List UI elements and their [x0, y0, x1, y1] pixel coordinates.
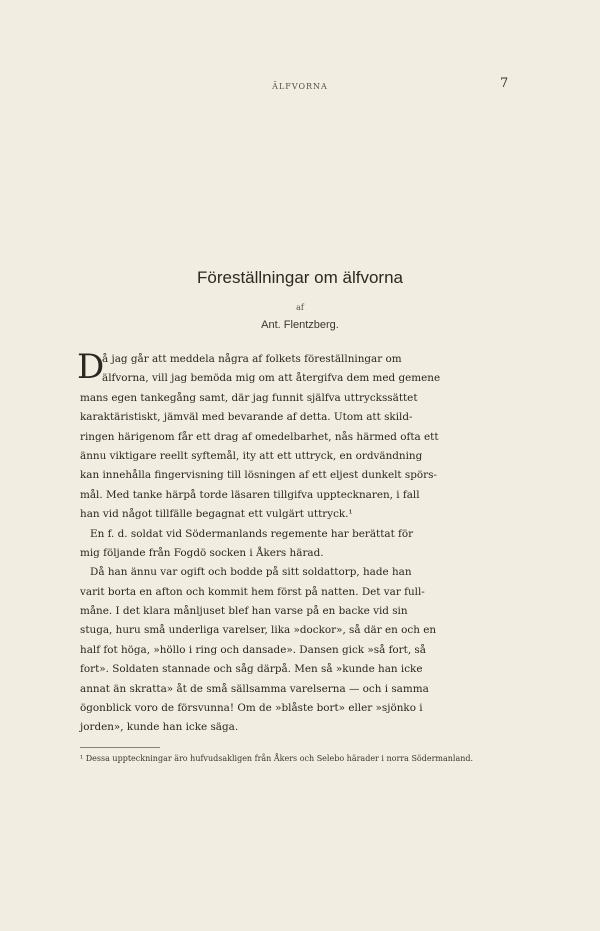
body-line: mål. Med tanke härpå torde läsaren tillgifva upptecknaren, i fall — [80, 488, 420, 501]
body-line: karaktäristiskt, jämväl med bevarande af detta. Utom att skild- — [80, 411, 413, 424]
body-line: måne. I det klara månljuset blef han varse på en backe vid sin — [80, 605, 408, 618]
body-line: fort». Soldaten stannade och såg därpå. Men så »kunde han icke — [80, 663, 423, 676]
body-line: mans egen tankegång samt, där jag funnit själfva uttryckssättet — [80, 391, 418, 404]
byline-af: af — [296, 303, 304, 312]
body-line: mig följande från Fogdö socken i Åkers härad. — [80, 546, 324, 559]
body-line: å jag går att meddela några af folkets föreställningar om — [102, 353, 402, 365]
body-line: älfvorna, vill jag bemöda mig om att återgifva dem med gemene — [102, 372, 441, 385]
body-line: jorden», kunde han icke säga. — [80, 721, 239, 734]
body-line: varit borta en afton och kommit hem först på natten. Det var full- — [80, 585, 425, 598]
body-line: ännu viktigare reellt syftemål, ity att ett uttryck, en ordvändning — [80, 449, 423, 462]
body-line: Då han ännu var ogift och bodde på sitt soldattorp, hade han — [90, 566, 412, 579]
body-line: han vid något tillfälle begagnat ett vulgärt uttryck.¹ — [80, 508, 353, 521]
body-text — [80, 350, 513, 738]
body-line: half fot höga, »höllo i ring och dansade». Dansen gick »så fort, så — [80, 643, 426, 656]
drop-cap: D — [77, 347, 105, 387]
byline-author: Ant. Flentzberg. — [261, 319, 339, 331]
body-line: stuga, huru små underliga varelser, lika »dockor», så där en och en — [80, 624, 437, 637]
page-number: 7 — [500, 76, 509, 91]
body-line: kan innehålla fingervisning till lösningen af ett eljest dunkelt spörs- — [80, 469, 437, 482]
article-title: Föreställningar om älfvorna — [197, 268, 403, 287]
running-head: ÄLFVORNA — [272, 82, 328, 91]
body-line: En f. d. soldat vid Södermanlands regemente har berättat för — [90, 527, 414, 540]
body-line: annat än skratta» åt de små sällsamma varelserna — och i samma — [80, 682, 429, 695]
footnote-divider — [80, 747, 160, 748]
body-line: ringen härigenom får ett drag af omedelbarhet, nås härmed ofta ett — [80, 430, 439, 443]
body-line: ögonblick voro de försvunna! Om de »blåste bort» eller »sjönko i — [80, 702, 423, 715]
footnote: ¹ Dessa uppteckningar äro hufvudsakligen från Åkers och Selebo härader i norra Södermanland. — [80, 754, 474, 763]
